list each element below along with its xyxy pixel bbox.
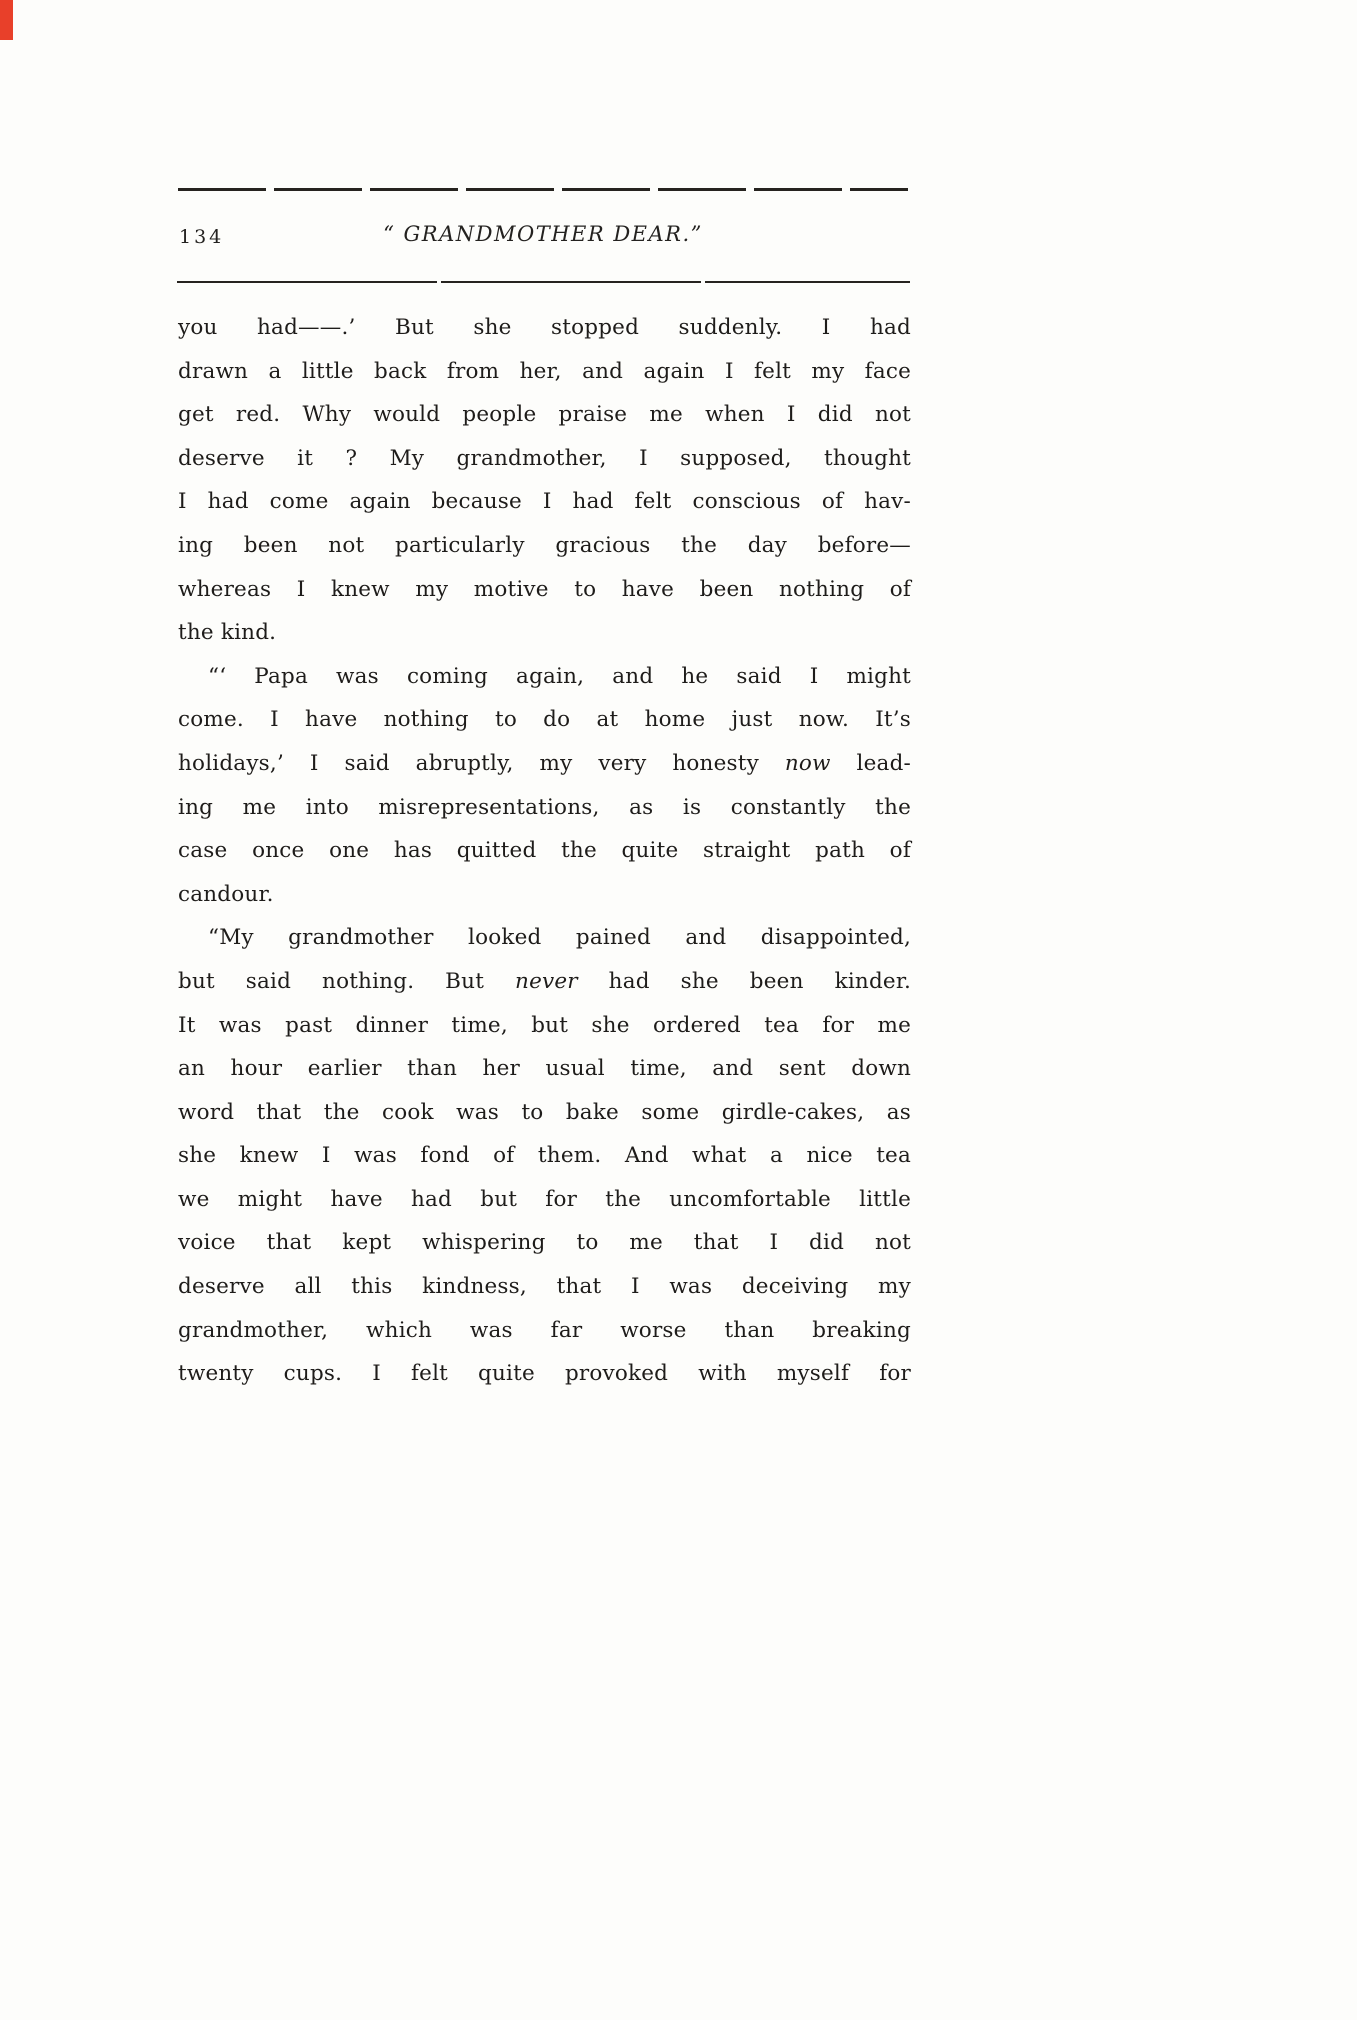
text-line: whereas I knew my motive to have been nothing of	[178, 576, 911, 602]
paragraph	[178, 655, 911, 917]
text-line: drawn a little back from her, and again I felt my face	[178, 358, 911, 384]
text-line: we might have had but for the uncomfortable little	[178, 1186, 911, 1212]
text-line: holidays,’ I said abruptly, my very honesty now lead-	[178, 750, 911, 776]
text-line: ing me into misrepresentations, as is constantly the	[178, 794, 911, 820]
text-line: deserve it ? My grandmother, I supposed, thought	[178, 445, 911, 471]
text-line: I had come again because I had felt conscious of hav-	[178, 489, 911, 515]
text-line: come. I have nothing to do at home just now. It’s	[178, 707, 911, 733]
text-line: but said nothing. But never had she been kinder.	[178, 968, 911, 994]
text-line: she knew I was fond of them. And what a nice tea	[178, 1143, 911, 1169]
running-title: “ GRANDMOTHER DEAR.”	[383, 222, 703, 246]
paragraph	[178, 916, 911, 1396]
text-block	[178, 306, 911, 1396]
scan-artifact-red-mark	[0, 0, 13, 40]
text-line: the kind.	[178, 620, 277, 646]
text-line: you had——.’ But she stopped suddenly. I had	[178, 315, 911, 340]
header-rule-top	[178, 188, 908, 191]
page-number: 134	[179, 226, 225, 248]
text-line: ing been not particularly gracious the day before—	[178, 532, 911, 558]
text-line: get red. Why would people praise me when I did not	[178, 402, 911, 428]
text-line: case once one has quitted the quite straight path of	[178, 838, 911, 864]
text-line: voice that kept whispering to me that I did not	[178, 1230, 911, 1256]
text-line: It was past dinner time, but she ordered tea for me	[178, 1012, 911, 1038]
text-line: deserve all this kindness, that I was deceiving my	[178, 1274, 911, 1300]
header-rule-bottom	[177, 281, 910, 283]
text-line: “My grandmother looked pained and disappointed,	[208, 925, 911, 951]
text-line: grandmother, which was far worse than breaking	[178, 1317, 911, 1343]
paragraph	[178, 306, 911, 655]
text-line: candour.	[178, 881, 274, 907]
text-line: an hour earlier than her usual time, and sent down	[178, 1056, 911, 1082]
text-line: word that the cook was to bake some girdle-cakes, as	[178, 1099, 911, 1125]
text-line: “‘ Papa was coming again, and he said I might	[208, 663, 911, 689]
text-line: twenty cups. I felt quite provoked with myself for	[178, 1361, 911, 1387]
